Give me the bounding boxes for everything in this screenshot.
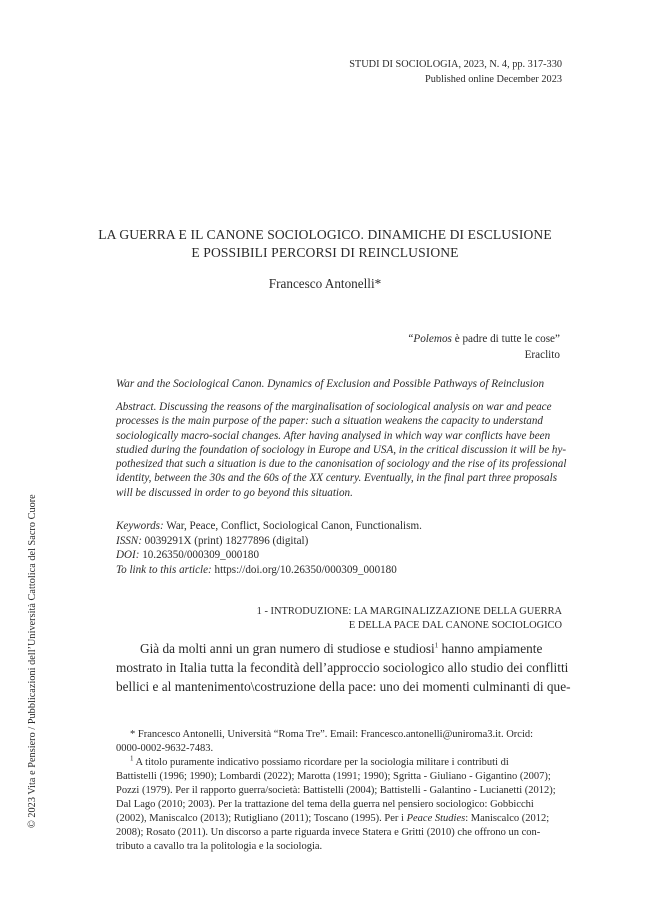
article-metadata [116,519,422,577]
title-line-1: LA GUERRA E IL CANONE SOCIOLOGICO. DINAMICHE DI ESCLUSIONE [98,227,552,242]
published-date: Published online December 2023 [425,74,562,85]
journal-header [349,57,562,87]
body-paragraph [116,639,571,696]
quote-mark: “ [408,333,414,345]
section-heading-line-1: 1 - INTRODUZIONE: LA MARGINALIZZAZIONE DELLA GUERRA [256,606,562,617]
journal-citation: STUDI DI SOCIOLOGIA, 2023, N. 4, pp. 317-330 [349,59,562,70]
abstract-line: identity, between the 30s and the 60s of the XX century. Eventually, in the final part three proposals [116,472,558,485]
keywords-value: War, Peace, Conflict, Sociological Canon, Functionalism. [163,520,422,532]
doi-label: DOI: [116,549,140,562]
abstract-line: studied during the foundation of sociology in Europe and USA, in the critical discussion it will be hy- [116,443,567,456]
abstract [116,400,567,500]
issn-value: 0039291X (print) 18277896 (digital) [141,534,309,547]
section-heading-line-2: E DELLA PACE DAL CANONE SOCIOLOGICO [348,620,562,631]
body-line-1 [116,639,564,658]
footnote-mark: 1 [130,754,134,763]
link-label: To link to this article: [116,563,212,576]
abstract-line: processes is the main purpose of the paper: such a situation weakens the capacity to understand [116,415,543,428]
epigraph-quote [408,331,560,347]
link-url[interactable]: https://doi.org/10.26350/000309_000180 [211,563,397,576]
abstract-line: will be discussed in order to go beyond this situation. [116,486,353,499]
issn [116,534,422,549]
abstract-line: pothesized that such a situation is due to the canonisation of sociology and the rise of its professional [116,458,567,471]
body-line-3: bellici e al mantenimento\costruzione della pace: uno dei momenti culminanti di que- [116,679,571,694]
footnotes [116,728,564,854]
footnote-line: Dal Lago (2010; 2003). Per la trattazione del tema della guerra nel pensiero sociologico: Gobbicchi [116,799,534,810]
footnote-text: (2002), Maniscalco (2013); Rutigliano (2011); Toscano (1995). Per i [116,813,407,824]
footnote-text: A titolo puramente indicativo possiamo ricordare per la sociologia militare i contributi di [133,757,509,768]
epigraph-italic-word: Polemos [413,333,452,345]
footnote-line: Pozzi (1979). Per il rapporto guerra/società: Battistelli (2004); Battistelli - Galantino - Lucianetti (2012); [116,785,556,796]
article-link [116,563,422,578]
body-text: Già da molti anni un gran numero di studiose e studiosi [140,641,435,656]
doi [116,548,422,563]
english-title: War and the Sociological Canon. Dynamics of Exclusion and Possible Pathways of Reinclusion [116,378,545,390]
keywords [116,519,422,534]
issn-label: ISSN: [116,534,142,547]
doi-value: 10.26350/000309_000180 [139,549,259,562]
author-name: Francesco Antonelli* [268,276,382,291]
epigraph [408,331,560,363]
abstract-line: sociologically macro-social changes. After having analysed in which way war conflicts have been [116,429,551,442]
footnote-1 [116,756,564,770]
footnote-line: 2008); Rosato (2011). Un discorso a parte riguarda invece Statera e Gritti (2010) che offrono un con- [116,827,541,838]
keywords-label: Keywords: [116,520,164,532]
footnote-line [116,812,564,826]
title-line-2: E POSSIBILI PERCORSI DI REINCLUSIONE [191,245,459,260]
abstract-line: Abstract. Discussing the reasons of the marginalisation of sociological analysis on war and peace [116,401,552,413]
footnote-ref[interactable]: 1 [434,641,439,650]
copyright-sidebar: © 2023 Vita e Pensiero / Pubblicazioni dell’Università Cattolica del Sacro Cuore [27,494,38,828]
footnote-italic: Peace Studies [406,813,466,824]
epigraph-text: è padre di tutte le cose” [451,333,560,345]
footnote-text: : Maniscalco (2012; [465,813,550,824]
section-heading [257,605,562,633]
footnote-line: Battistelli (1996; 1990); Lombardi (2022); Marotta (1991; 1990); Sgritta - Giuliano - Gigantino (2007); [116,771,551,782]
body-line-2: mostrato in Italia tutta la fecondità dell’approccio sociologico allo studio dei conflitti [116,660,569,675]
epigraph-attribution: Eraclito [524,349,560,361]
article-title [60,226,590,262]
footnote-line: tributo a cavallo tra la politologia e la sociologia. [116,841,323,852]
affiliation-note-cont: 0000-0002-9632-7483. [116,743,214,754]
body-text: hanno ampiamente [438,641,543,656]
affiliation-note: * Francesco Antonelli, Università “Roma Tre”. Email: Francesco.antonelli@uniroma3.it. Orcid: [130,729,534,740]
